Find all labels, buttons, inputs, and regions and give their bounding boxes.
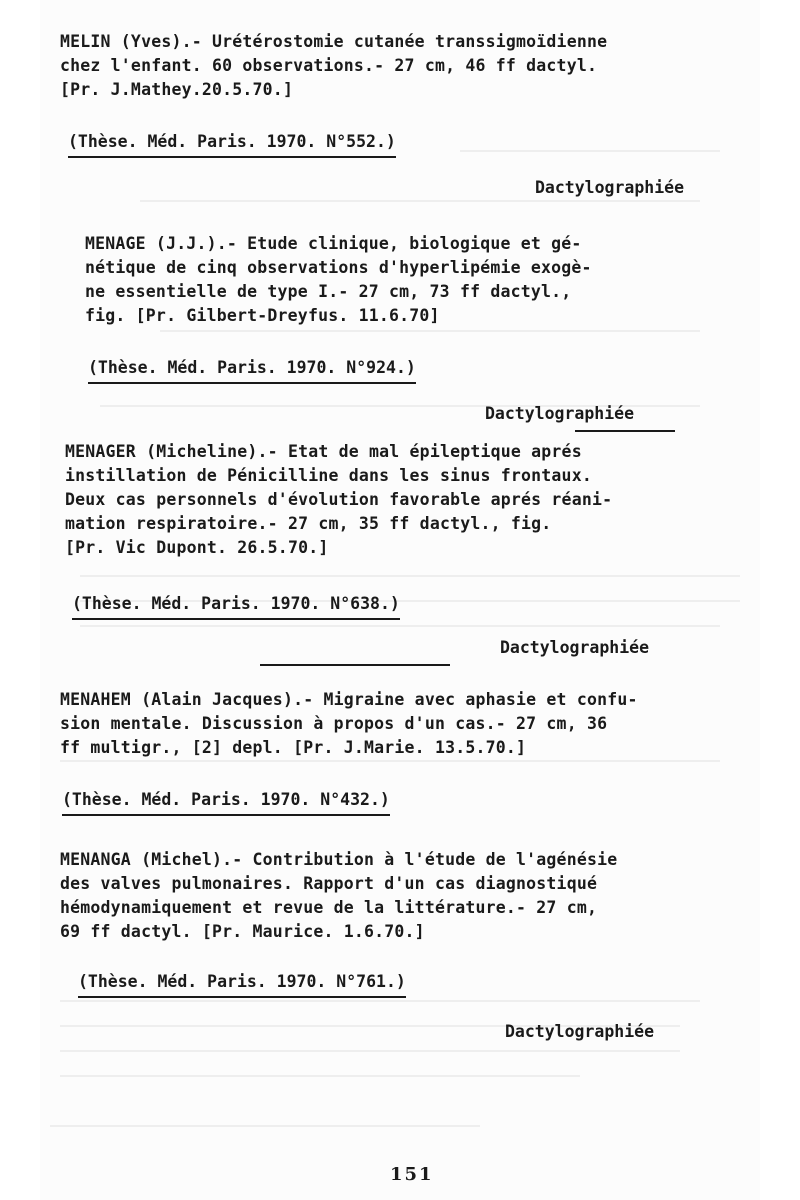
separator-rule [575,430,675,432]
catalog-page [40,0,760,1200]
status-label: Dactylographiée [485,404,635,423]
entry-line: MENAGE (J.J.).- Etude clinique, biologique et gé- [85,234,582,253]
entry-line: instillation de Pénicilline dans les sinus frontaux. [65,466,592,485]
entry-line: chez l'enfant. 60 observations.- 27 cm, 46 ff dactyl. [60,56,598,75]
entry-line: hémodynamiquement et revue de la littérature.- 27 cm, [60,898,598,917]
entry-line: MELIN (Yves).- Urétérostomie cutanée transsigmoïdienne [60,32,608,51]
entry-line: [Pr. Vic Dupont. 26.5.70.] [65,538,329,557]
these-reference: (Thèse. Méd. Paris. 1970. N°552.) [68,130,396,158]
entry-line: Deux cas personnels d'évolution favorable aprés réani- [65,490,613,509]
catalog-entry [60,30,607,102]
these-reference: (Thèse. Méd. Paris. 1970. N°761.) [78,970,406,998]
these-reference: (Thèse. Méd. Paris. 1970. N°638.) [72,592,400,620]
entry-line: 69 ff dactyl. [Pr. Maurice. 1.6.70.] [60,922,425,941]
separator-rule [260,664,450,666]
status-label: Dactylographiée [535,178,685,197]
entry-line: sion mentale. Discussion à propos d'un cas.- 27 cm, 36 [60,714,608,733]
page-number: 151 [390,1164,434,1185]
catalog-entry [60,848,617,944]
entry-line: ne essentielle de type I.- 27 cm, 73 ff dactyl., [85,282,572,301]
entry-line: mation respiratoire.- 27 cm, 35 ff dactyl., fig. [65,514,552,533]
entry-line: fig. [Pr. Gilbert-Dreyfus. 11.6.70] [85,306,440,325]
entry-line: MENAGER (Micheline).- Etat de mal épileptique aprés [65,442,582,461]
these-reference: (Thèse. Méd. Paris. 1970. N°924.) [88,356,416,384]
entry-line: MENANGA (Michel).- Contribution à l'étude de l'agénésie [60,850,618,869]
entry-line: [Pr. J.Mathey.20.5.70.] [60,80,294,99]
status-label: Dactylographiée [500,638,650,657]
catalog-entry [60,688,638,760]
entry-line: nétique de cinq observations d'hyperlipémie exogè- [85,258,592,277]
catalog-entry [85,232,592,328]
these-reference: (Thèse. Méd. Paris. 1970. N°432.) [62,788,390,816]
catalog-entry [65,440,612,560]
entry-line: ff multigr., [2] depl. [Pr. J.Marie. 13.5.70.] [60,738,527,757]
entry-line: MENAHEM (Alain Jacques).- Migraine avec aphasie et confu- [60,690,638,709]
entry-line: des valves pulmonaires. Rapport d'un cas diagnostiqué [60,874,598,893]
status-label: Dactylographiée [505,1022,655,1041]
